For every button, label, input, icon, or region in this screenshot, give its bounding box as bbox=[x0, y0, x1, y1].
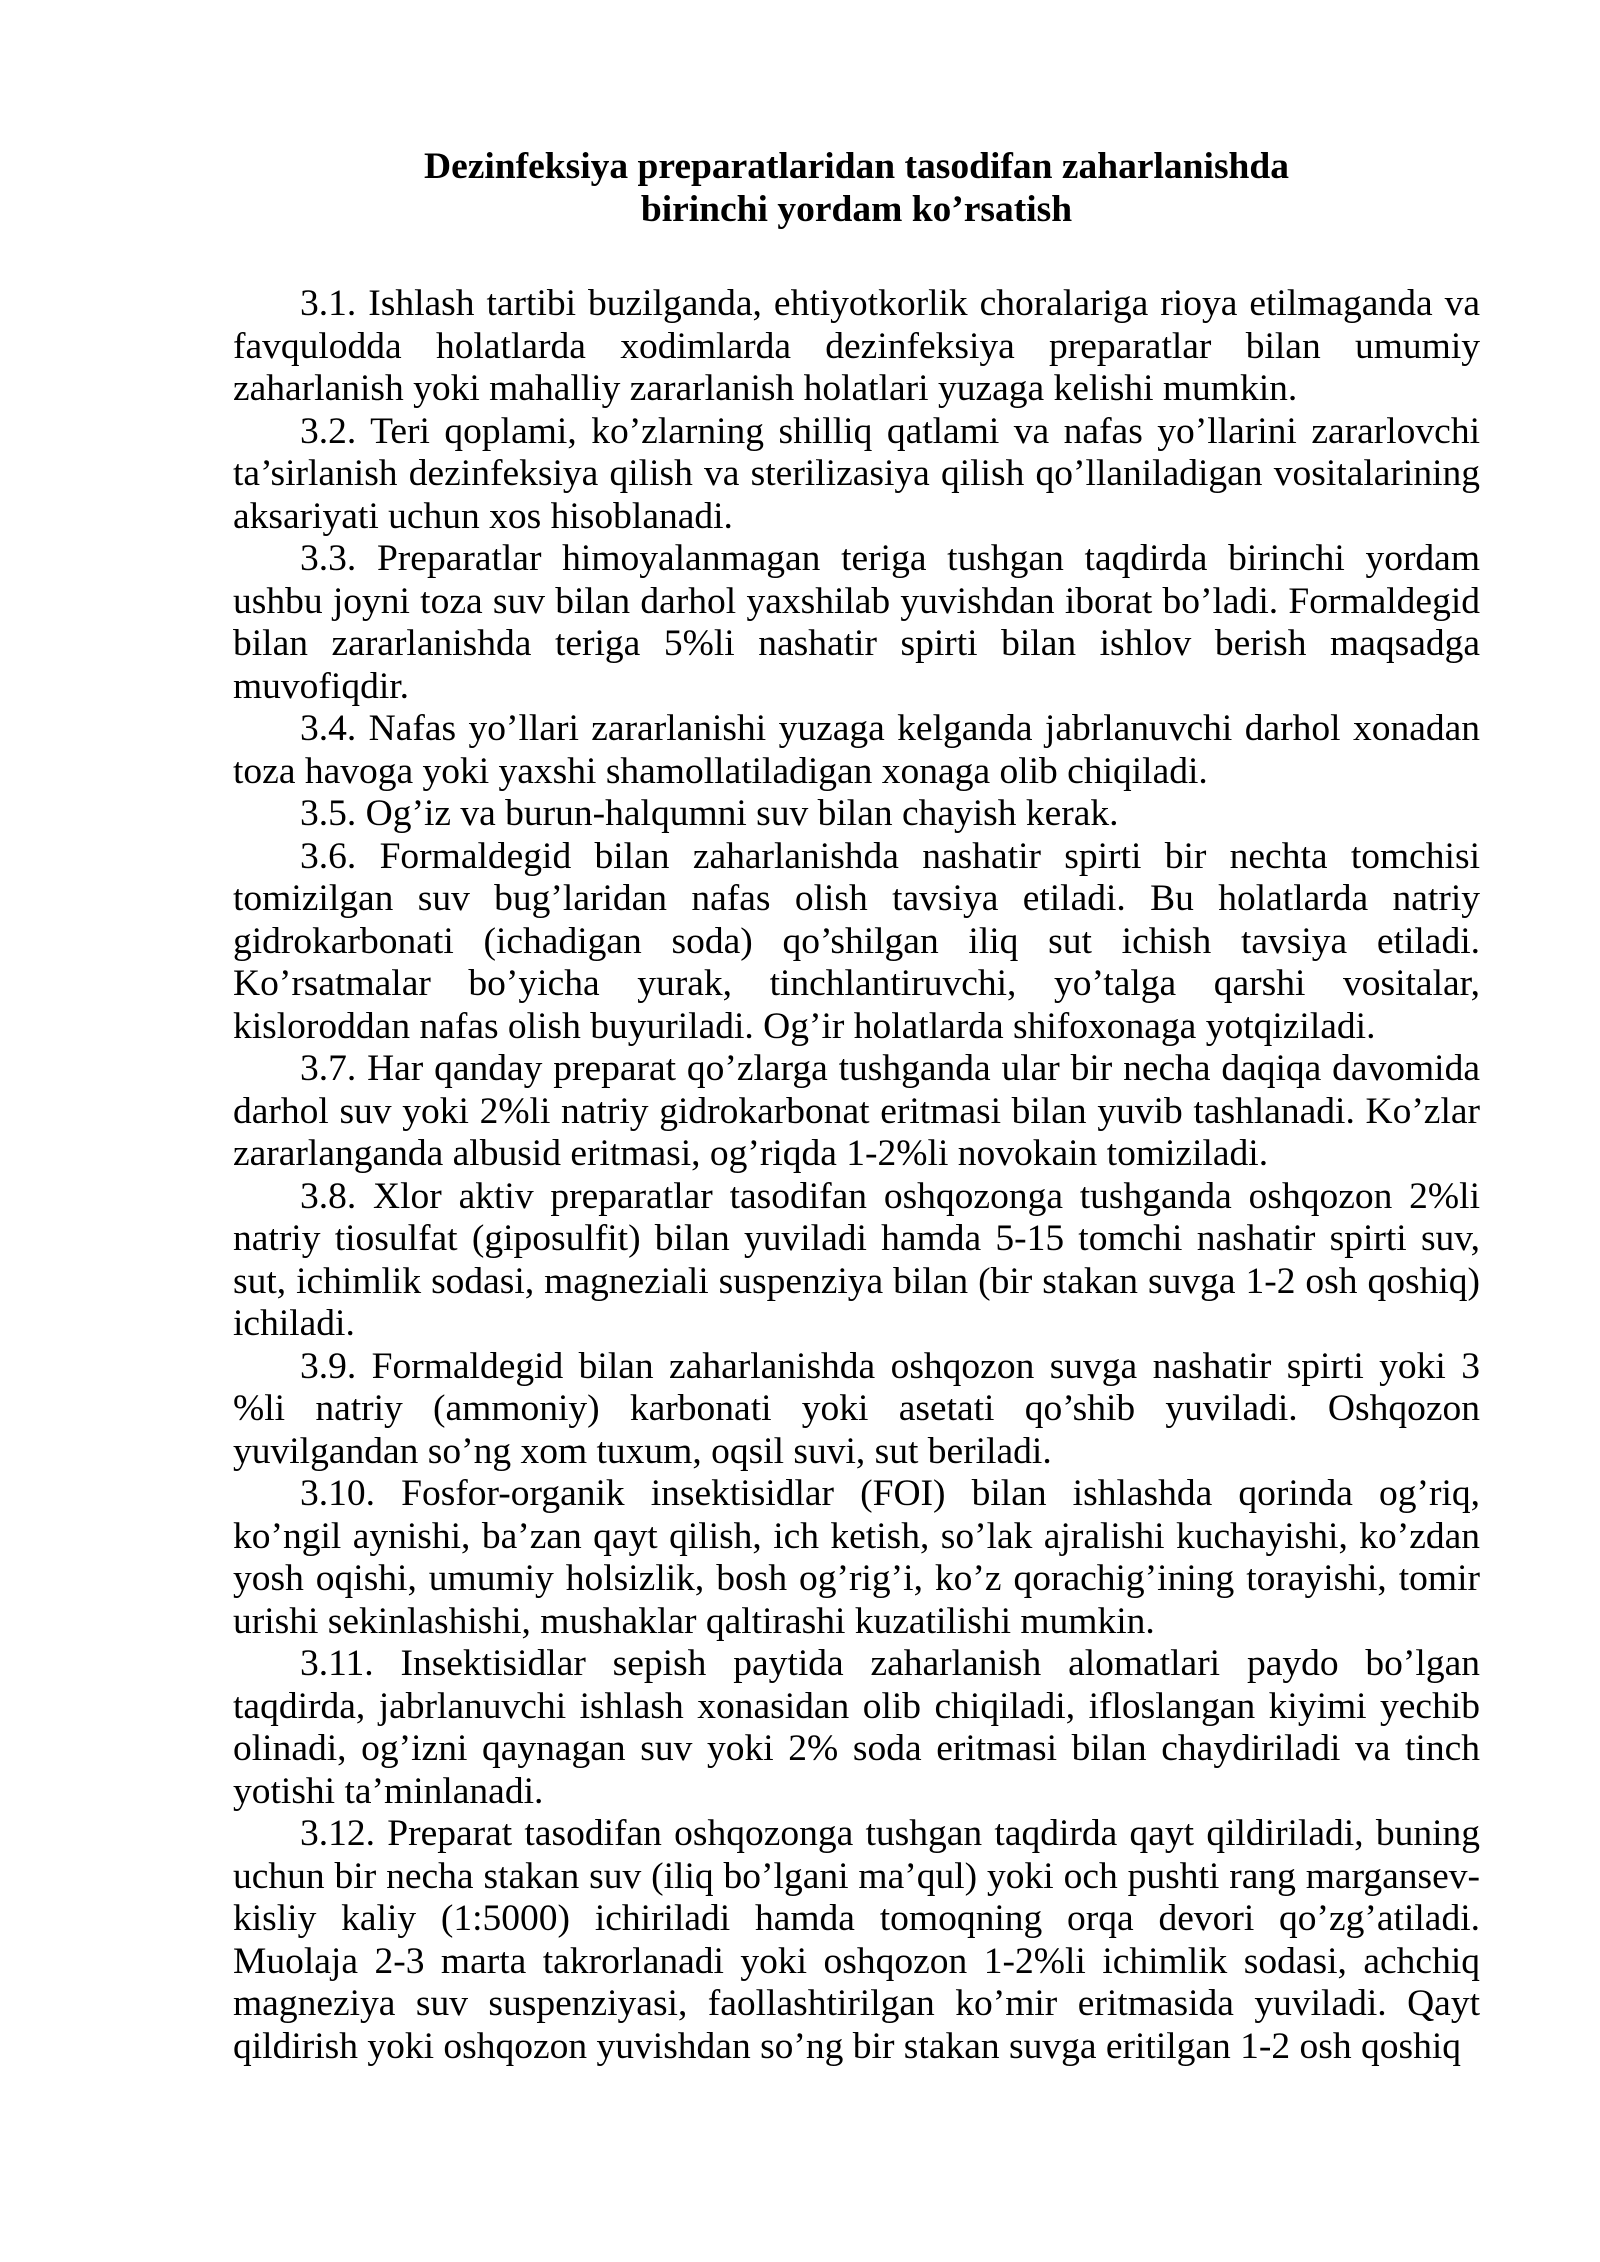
document-body bbox=[233, 283, 1480, 2068]
title-line-2: birinchi yordam ko’rsatish bbox=[640, 188, 1073, 230]
title-line-1: Dezinfeksiya preparatlaridan tasodifan zaharlanishda bbox=[423, 146, 1289, 187]
paragraph-3-11: 3.11. Insektisidlar sepish paytida zaharlanish alomatlari paydo bo’lgan taqdirda, jabrlanuvchi ishlash xonasidan olib chiqiladi, ifloslangan kiyimi yechib olinadi, og’izni qaynagan suv yoki 2% soda eritmasi bilan chaydiriladi va tinch yotishi ta’minlanadi. bbox=[233, 1643, 1480, 1812]
paragraph-3-5: 3.5. Og’iz va burun-halqumni suv bilan chayish kerak. bbox=[300, 793, 1119, 834]
paragraph-3-8: 3.8. Xlor aktiv preparatlar tasodifan oshqozonga tushganda oshqozon 2%li natriy tiosulfat (giposulfit) bilan yuviladi hamda 5-15 tomchi nashatir spirti suv, sut, ichimlik sodasi, magneziali suspenziya bilan (bir stakan suvga 1-2 osh qoshiq) ichiladi. bbox=[233, 1175, 1480, 1344]
paragraph-3-10: 3.10. Fosfor-organik insektisidlar (FOI) bilan ishlashda qorinda og’riq, ko’ngil aynishi, ba’zan qayt qilish, ich ketish, so’lak ajralishi kuchayishi, ko’zdan yosh oqishi, umumiy holsizlik, bosh og’rig’i, ko’z qorachig’ining torayishi, tomir urishi sekinlashishi, mushaklar qaltirashi kuzatilishi mumkin. bbox=[233, 1473, 1480, 1642]
paragraph-3-2: 3.2. Teri qoplami, ko’zlarning shilliq qatlami va nafas yo’llarini zararlovchi ta’sirlanish dezinfeksiya qilish va sterilizasiya qilish qo’llaniladigan vositalarining aksariyati uchun xos hisoblanadi. bbox=[233, 410, 1480, 537]
title-body-spacer bbox=[233, 231, 1480, 283]
paragraph-3-1: 3.1. Ishlash tartibi buzilganda, ehtiyotkorlik choralariga rioya etilmaganda va favqulodda holatlarda xodimlarda dezinfeksiya preparatlar bilan umumiy zaharlanish yoki mahalliy zararlanish holatlari yuzaga kelishi mumkin. bbox=[233, 283, 1480, 409]
paragraph-3-3: 3.3. Preparatlar himoyalanmagan teriga tushgan taqdirda birinchi yordam ushbu joyni toza suv bilan darhol yaxshilab yuvishdan iborat bo’ladi. Formaldegid bilan zararlanishda teriga 5%li nashatir spirti bilan ishlov berish maqsadga muvofiqdir. bbox=[233, 538, 1480, 707]
paragraph-3-12: 3.12. Preparat tasodifan oshqozonga tushgan taqdirda qayt qildiriladi, buning uchun bir necha stakan suv (iliq bo’lgani ma’qul) yoki och pushti rang margansev-kisliy kaliy (1:5000) ichiriladi hamda tomoqning orqa devori qo’zg’atiladi. Muolaja 2-3 marta takrorlanadi yoki oshqozon 1-2%li ichimlik sodasi, achchiq magneziya suv suspenziyasi, faollashtirilgan ko’mir eritmasida yuviladi. Qayt qildirish yoki oshqozon yuvishdan so’ng bir stakan suvga eritilgan 1-2 osh qoshiq bbox=[233, 1813, 1480, 2067]
paragraph-3-6: 3.6. Formaldegid bilan zaharlanishda nashatir spirti bir nechta tomchisi tomizilgan suv bug’laridan nafas olish tavsiya etiladi. Bu holatlarda natriy gidrokarbonati (ichadigan soda) qo’shilgan iliq sut ichish tavsiya etiladi. Ko’rsatmalar bo’yicha yurak, tinchlantiruvchi, yo’talga qarshi vositalar, kisloroddan nafas olish buyuriladi. Og’ir holatlarda shifoxonaga yotqiziladi. bbox=[233, 835, 1480, 1047]
paragraph-3-7: 3.7. Har qanday preparat qo’zlarga tushganda ular bir necha daqiqa davomida darhol suv yoki 2%li natriy gidrokarbonat eritmasi bilan yuvib tashlanadi. Ko’zlar zararlanganda albusid eritmasi, og’riqda 1-2%li novokain tomiziladi. bbox=[233, 1048, 1480, 1174]
paragraph-3-9: 3.9. Formaldegid bilan zaharlanishda oshqozon suvga nashatir spirti yoki 3 %li natriy (ammoniy) karbonati yoki asetati qo’shib yuviladi. Oshqozon yuvilgandan so’ng xom tuxum, oqsil suvi, sut beriladi. bbox=[233, 1345, 1480, 1472]
page-title bbox=[233, 146, 1480, 231]
paragraph-3-4: 3.4. Nafas yo’llari zararlanishi yuzaga kelganda jabrlanuvchi darhol xonadan toza havoga yoki yaxshi shamollatiladigan xonaga olib chiqiladi. bbox=[233, 708, 1480, 792]
